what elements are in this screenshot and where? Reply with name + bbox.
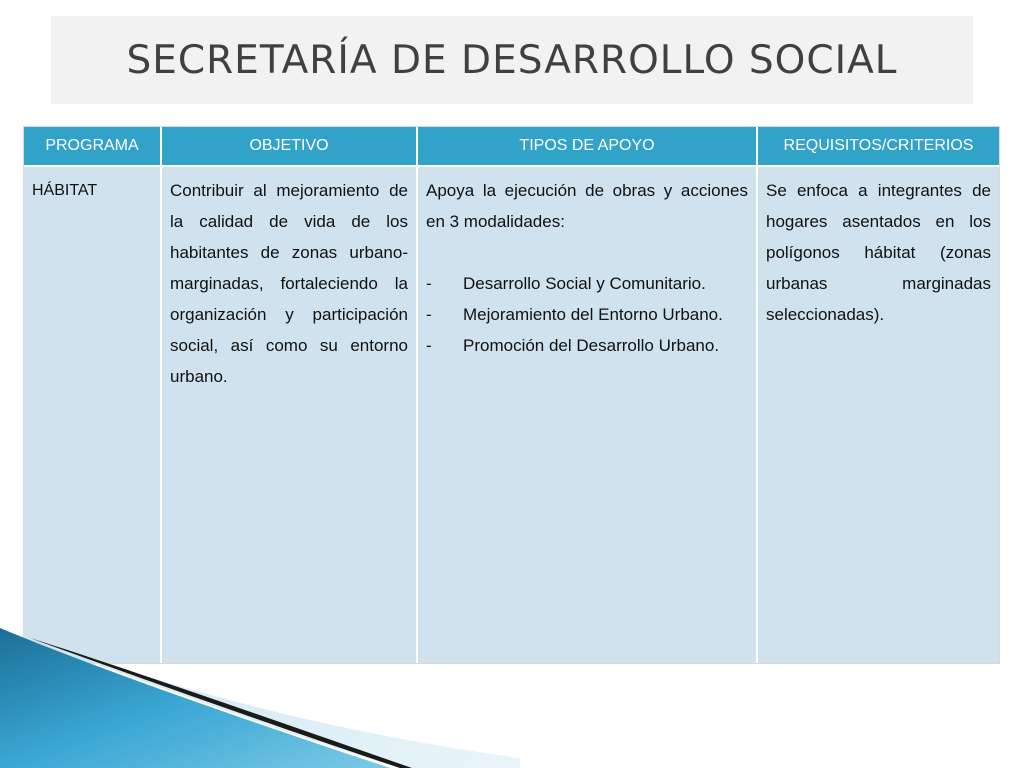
dash-bullet: - [426, 274, 432, 293]
apoyo-item-3: Promoción del Desarrollo Urbano. [463, 336, 720, 355]
apoyo-list [426, 268, 748, 361]
table-row [24, 166, 999, 663]
list-item [426, 268, 748, 299]
list-item [426, 299, 748, 330]
cell-tipos-de-apoyo [417, 166, 757, 663]
program-table [23, 126, 1000, 664]
cell-programa: HÁBITAT [24, 166, 161, 663]
cell-requisitos: Se enfoca a integrantes de hogares asentados en los polígonos hábitat (zonas urbanas marginadas seleccionadas). [757, 166, 999, 663]
apoyo-item-2: Mejoramiento del Entorno Urbano. [463, 305, 723, 324]
cell-objetivo: Contribuir al mejoramiento de la calidad de vida de los habitantes de zonas urbano-marginadas, fortaleciendo la organización y participación social, así como su entorno urbano. [161, 166, 417, 663]
header-tipos-de-apoyo: TIPOS DE APOYO [417, 127, 757, 166]
apoyo-spacer [426, 237, 748, 268]
header-objetivo: OBJETIVO [161, 127, 417, 166]
list-item [426, 330, 748, 361]
dash-bullet: - [426, 336, 432, 355]
dash-bullet: - [426, 305, 432, 324]
table-header-row [24, 127, 999, 166]
title-banner [51, 16, 973, 104]
header-requisitos: REQUISITOS/CRITERIOS [757, 127, 999, 166]
apoyo-intro: Apoya la ejecución de obras y acciones en 3 modalidades: [426, 181, 748, 231]
apoyo-item-1: Desarrollo Social y Comunitario. [463, 274, 706, 293]
header-programa: PROGRAMA [24, 127, 161, 166]
page-title: SECRETARÍA DE DESARROLLO SOCIAL [126, 37, 898, 83]
program-table-grid [24, 127, 999, 663]
